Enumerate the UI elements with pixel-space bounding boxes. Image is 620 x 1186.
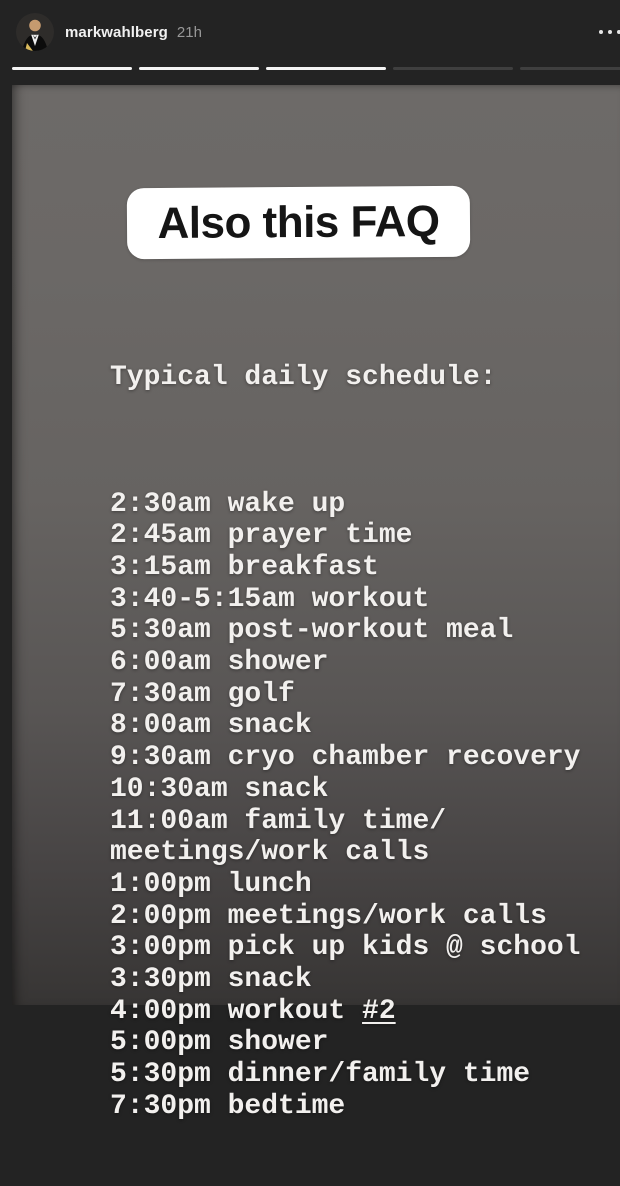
- story-canvas[interactable]: [12, 85, 620, 1122]
- schedule-line: 2:30am wake up: [110, 488, 346, 520]
- schedule-line: 2:00pm meetings/work calls: [110, 900, 547, 932]
- progress-segment: [520, 67, 620, 70]
- progress-segment: [12, 67, 132, 70]
- schedule-line: 7:30pm bedtime: [110, 1090, 346, 1122]
- schedule-line: 1:00pm lunch: [110, 868, 312, 900]
- schedule-line: 9:30am cryo chamber recovery: [110, 742, 581, 774]
- ellipsis-dot: [599, 30, 603, 34]
- story-progress-bar: [12, 67, 620, 70]
- timestamp: 21h: [176, 23, 202, 41]
- ellipsis-dot: [608, 30, 612, 34]
- schedule-line: 10:30am snack: [110, 773, 329, 805]
- schedule-text-block: [110, 299, 580, 1186]
- schedule-line: 3:40-5:15am workout: [110, 583, 430, 615]
- story-header: [0, 0, 620, 64]
- schedule-line: 5:30am post-workout meal: [110, 615, 514, 647]
- avatar-portrait-icon: [16, 13, 54, 51]
- schedule-line: 4:00pm workout #2: [110, 995, 396, 1027]
- schedule-line: 3:00pm pick up kids @ school: [110, 932, 581, 964]
- schedule-line: 2:45am prayer time: [110, 520, 413, 552]
- schedule-lines: [110, 489, 580, 1123]
- headline-text: Also this FAQ: [157, 196, 440, 248]
- schedule-line: 6:00am shower: [110, 647, 329, 679]
- more-options-button[interactable]: [599, 30, 620, 34]
- schedule-line: 11:00am family time/: [110, 805, 447, 837]
- schedule-title: Typical daily schedule:: [110, 362, 497, 394]
- schedule-line: 3:30pm snack: [110, 964, 312, 996]
- schedule-line: 8:00am snack: [110, 710, 312, 742]
- username[interactable]: markwahlberg: [65, 23, 168, 41]
- avatar[interactable]: [16, 13, 54, 51]
- progress-segment: [139, 67, 259, 70]
- user-info-row: [16, 13, 202, 51]
- progress-segment: [393, 67, 513, 70]
- schedule-line: 7:30am golf: [110, 678, 295, 710]
- schedule-line: 5:00pm shower: [110, 1027, 329, 1059]
- schedule-line: 3:15am breakfast: [110, 551, 379, 583]
- schedule-line: meetings/work calls: [110, 837, 430, 869]
- headline-sticker: [127, 186, 470, 259]
- hashtag-link[interactable]: #2: [362, 995, 396, 1027]
- schedule-line: 5:30pm dinner/family time: [110, 1059, 531, 1091]
- progress-segment: [266, 67, 386, 70]
